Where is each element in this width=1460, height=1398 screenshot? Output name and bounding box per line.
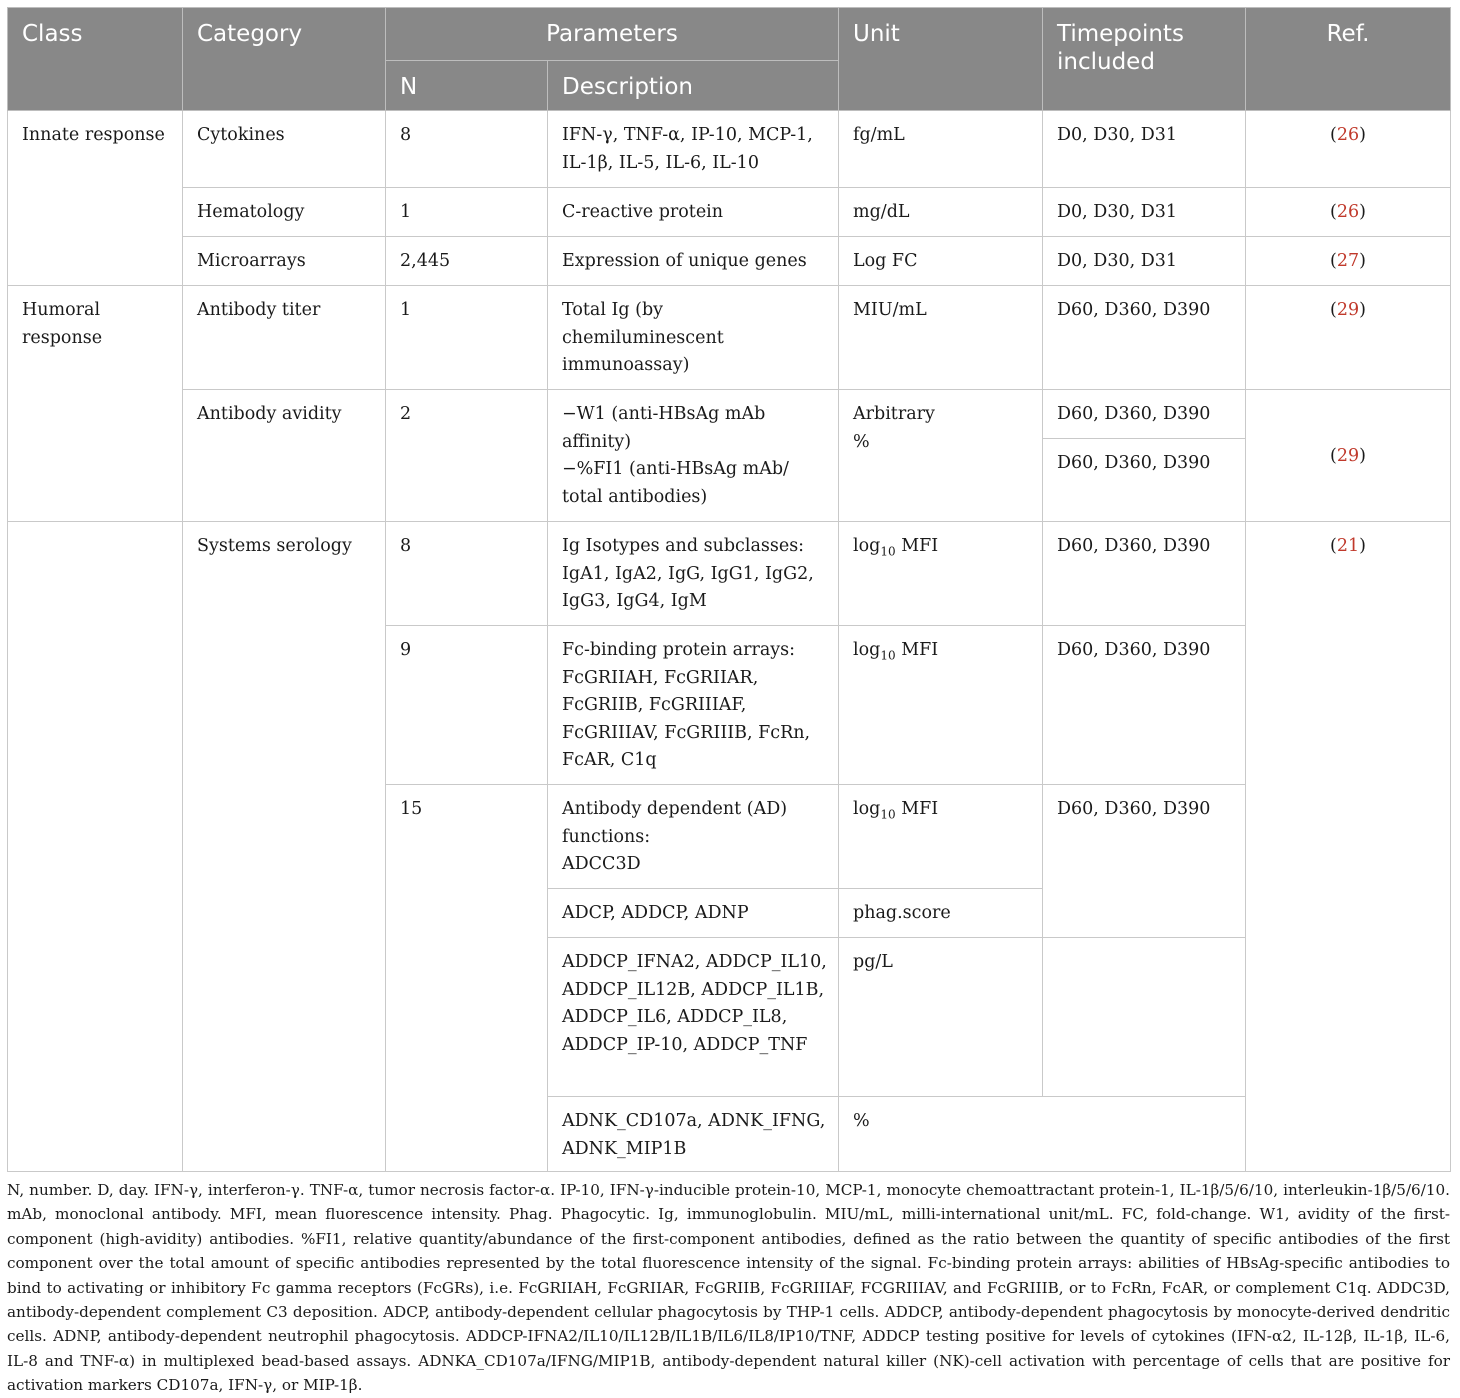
timepoints-cell: D60, D360, D390	[1043, 286, 1246, 390]
timepoints-cell: D0, D30, D31	[1043, 237, 1246, 286]
category-cell: Antibody titer	[183, 286, 386, 390]
ref-link[interactable]: 29	[1336, 300, 1360, 320]
header-ref: Ref.	[1246, 8, 1451, 111]
n-cell: 1	[386, 286, 548, 390]
n-cell: 2	[386, 390, 548, 522]
n-cell: 8	[386, 522, 548, 626]
unit-cell: Arbitrary %	[839, 390, 1043, 522]
ref-link[interactable]: 27	[1336, 251, 1360, 271]
description-cell: Total Ig (by chemiluminescent immunoassay)	[548, 286, 839, 390]
timepoints-cell: D0, D30, D31	[1043, 111, 1246, 188]
category-cell: Hematology	[183, 188, 386, 237]
parameters-table	[7, 7, 1451, 1172]
unit-cell: $\log_{10}$ MFI	[839, 785, 1043, 889]
description-cell: Ig Isotypes and subclasses: IgA1, IgA2, IgG, IgG1, IgG2, IgG3, IgG4, IgM	[548, 522, 839, 626]
ref-link[interactable]: 26	[1336, 202, 1360, 222]
header-timepoints: Timepoints included	[1043, 8, 1246, 111]
unit-cell: phag.score	[839, 889, 1043, 938]
timepoints-cell: D60, D360, D390	[1043, 439, 1246, 522]
table-row	[8, 522, 1451, 626]
unit-cell: fg/mL	[839, 111, 1043, 188]
ref-link[interactable]: 29	[1336, 446, 1360, 467]
category-cell: Antibody avidity	[183, 390, 386, 522]
unit-cell: MIU/mL	[839, 286, 1043, 390]
ref-link[interactable]: 26	[1336, 125, 1360, 145]
unit-cell: pg/L	[839, 938, 1043, 1097]
category-cell: Microarrays	[183, 237, 386, 286]
class-cell: Humoral response	[8, 286, 183, 522]
header-class: Class	[8, 8, 183, 111]
description-cell: Antibody dependent (AD) functions: ADCC3D	[548, 785, 839, 889]
timepoints-cell: D0, D30, D31	[1043, 188, 1246, 237]
category-cell: Systems serology	[183, 522, 386, 1172]
n-cell: 1	[386, 188, 548, 237]
header-unit: Unit	[839, 8, 1043, 111]
table-footnote: N, number. D, day. IFN-γ, interferon-γ. TNF-α, tumor necrosis factor-α. IP-10, IFN-γ-inducible protein-10, MCP-1, monocyte chemoattractant protein-1, IL-1β/5/6/10, interleukin-1β/5/6/10. mAb, monoclonal antibody. MFI, mean fluorescence intensity. Phag. Phagocytic. Ig, immunoglobulin. MIU/mL, milli-international unit/mL. FC, fold-change. W1, avidity of the first-component (high-avidity) antibodies. %FI1, relative quantity/abundance of the first-component antibodies, defined as the ratio between the quantity of specific antibodies of the first component over the total amount of specific antibodies represented by the total fluorescence intensity of the signal. Fc-binding protein arrays: abilities of HBsAg-specific antibodies to bind to activating or inhibitory Fc gamma receptors (FcGRs), i.e. FcGRIIAH, FcGRIIAR, FcGRIIB, FcGRIIIAF, FCGRIIIAV, and FcGRIIIB, or to FcRn, FcAR, or complement C1q. ADDC3D, antibody-dependent complement C3 deposition. ADCP, antibody-dependent cellular phagocytosis by THP-1 cells. ADDCP, antibody-dependent phagocytosis by monocyte-derived dendritic cells. ADNP, antibody-dependent neutrophil phagocytosis. ADDCP-IFNA2/IL10/IL12B/IL1B/IL6/IL8/IP10/TNF, ADDCP testing positive for levels of cytokines (IFN-α2, IL-12β, IL-1β, IL-6, IL-8 and TNF-α) in multiplexed bead-based assays. ADNKA_CD107a/IFNG/MIP1B, antibody-dependent natural killer (NK)-cell activation with percentage of cells that are positive for activation markers CD107a, IFN-γ, or MIP-1β.	[7, 1181, 1450, 1395]
description-cell: Expression of unique genes	[548, 237, 839, 286]
table-row	[8, 111, 1451, 188]
unit-cell: %	[839, 1097, 1246, 1172]
description-cell: ADDCP_IFNA2, ADDCP_IL10, ADDCP_IL12B, ADDCP_IL1B, ADDCP_IL6, ADDCP_IL8, ADDCP_IP-10, ADDCP_TNF	[548, 938, 839, 1097]
unit-cell: $\log_{10}$ MFI	[839, 522, 1043, 626]
description-cell: IFN-γ, TNF-α, IP-10, MCP-1, IL-1β, IL-5, IL-6, IL-10	[548, 111, 839, 188]
table-row	[8, 188, 1451, 237]
header-n: N	[386, 61, 548, 111]
class-cell-empty	[8, 522, 183, 1172]
ref-cell: (26)	[1246, 188, 1451, 237]
table-container	[7, 7, 1450, 1398]
timepoints-cell: D60, D360, D390	[1043, 390, 1246, 439]
unit-cell: $\log_{10}$ MFI	[839, 626, 1043, 785]
description-cell: Fc-binding protein arrays: FcGRIIAH, FcGRIIAR, FcGRIIB, FcGRIIIAF, FcGRIIIAV, FcGRIIIB, FcRn, FcAR, C1q	[548, 626, 839, 785]
ref-cell: (26)	[1246, 111, 1451, 188]
n-cell: 2,445	[386, 237, 548, 286]
n-cell: 8	[386, 111, 548, 188]
ref-cell: (27)	[1246, 237, 1451, 286]
unit-cell: Log FC	[839, 237, 1043, 286]
description-cell: −W1 (anti-HBsAg mAb affinity) −%FI1 (anti-HBsAg mAb/ total antibodies)	[548, 390, 839, 522]
table-row	[8, 390, 1451, 439]
ref-cell: (29)	[1246, 390, 1451, 522]
header-description: Description	[548, 61, 839, 111]
description-cell: C-reactive protein	[548, 188, 839, 237]
ref-link[interactable]: 21	[1336, 536, 1360, 556]
description-cell: ADNK_CD107a, ADNK_IFNG, ADNK_MIP1B	[548, 1097, 839, 1172]
timepoints-cell: D60, D360, D390	[1043, 522, 1246, 626]
timepoints-cell: D60, D360, D390	[1043, 785, 1246, 938]
n-cell: 9	[386, 626, 548, 785]
timepoints-cell: D60, D360, D390	[1043, 626, 1246, 785]
category-cell: Cytokines	[183, 111, 386, 188]
unit-cell: mg/dL	[839, 188, 1043, 237]
n-cell: 15	[386, 785, 548, 1172]
header-category: Category	[183, 8, 386, 111]
timepoints-cell-empty	[1043, 938, 1246, 1097]
table-row	[8, 286, 1451, 390]
ref-cell: (21)	[1246, 522, 1451, 1172]
table-row	[8, 237, 1451, 286]
header-parameters: Parameters	[386, 8, 839, 61]
description-cell: ADCP, ADDCP, ADNP	[548, 889, 839, 938]
ref-cell: (29)	[1246, 286, 1451, 390]
class-cell: Innate response	[8, 111, 183, 286]
